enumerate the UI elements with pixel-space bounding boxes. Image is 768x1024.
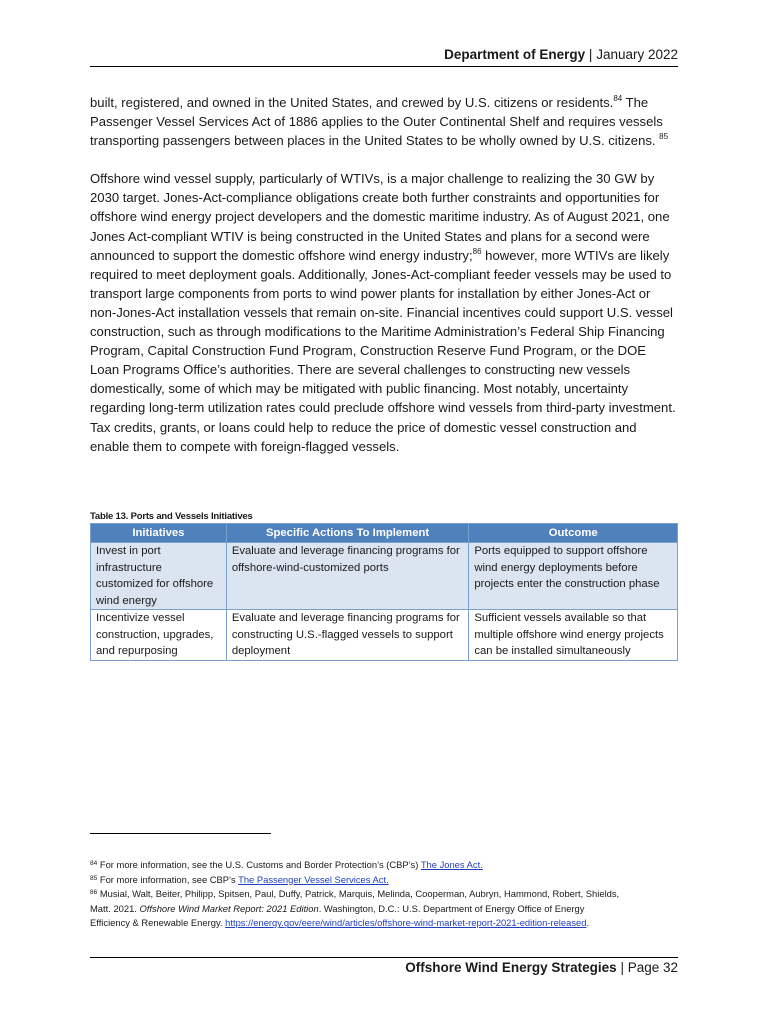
page-footer: [90, 959, 678, 977]
table-cell: Evaluate and leverage financing programs for offshore-wind-customized ports: [226, 543, 469, 610]
report-title: Offshore Wind Market Report: 2021 Edition: [139, 902, 319, 914]
footnote-ref-85[interactable]: 85: [659, 132, 669, 142]
footnote-number: 86: [90, 889, 98, 897]
header-org: Department of Energy: [444, 47, 586, 62]
table-header-actions: Specific Actions To Implement: [226, 524, 469, 543]
footnote-ref-86[interactable]: 86: [472, 246, 482, 256]
footer-rule: [90, 957, 678, 958]
table-cell: Ports equipped to support offshore wind energy deployments before projects enter the construction phase: [469, 543, 678, 610]
paragraph-1: [90, 93, 678, 150]
footnote-text: Musial, Walt, Beiter, Philipp, Spitsen, Paul, Duffy, Patrick, Marquis, Melinda, Cooperman, Aubryn, Hammond, Robert, Shields,: [97, 888, 620, 900]
table-cell: Invest in port infrastructure customized for offshore wind energy: [91, 543, 227, 610]
footnote-number: 84: [90, 860, 98, 867]
body-text: [90, 93, 678, 475]
footnotes: [90, 858, 690, 931]
paragraph-1-text-a: built, registered, and owned in the United States, and crewed by U.S. citizens or residents.: [90, 95, 614, 110]
page-number: Page 32: [627, 960, 678, 975]
footnote-text: Efficiency & Renewable Energy.: [90, 917, 226, 929]
footnote-ref-84[interactable]: 84: [613, 94, 623, 103]
table-header-row: [91, 524, 678, 543]
footnote-text: Matt. 2021.: [90, 902, 140, 914]
footnote-86: [90, 887, 690, 931]
footnote-text: For more information, see CBP’s: [97, 873, 239, 885]
header-date: January 2022: [596, 47, 678, 62]
header-rule: [90, 66, 678, 67]
table-row: [91, 610, 678, 661]
footnote-number: 85: [90, 874, 98, 882]
footer-separator: |: [616, 960, 628, 975]
footnote-text: For more information, see the U.S. Customs and Border Protection’s (CBP’s): [97, 859, 421, 870]
table-cell: Incentivize vessel construction, upgrades, and repurposing: [91, 610, 227, 661]
initiatives-table: [90, 523, 678, 661]
header-separator: |: [585, 47, 597, 62]
passenger-vessel-act-link[interactable]: The Passenger Vessel Services Act.: [238, 873, 389, 885]
footnote-84: [90, 858, 690, 873]
footnote-86-line-3: [90, 916, 690, 931]
table-row: [91, 543, 678, 610]
footnote-85: [90, 873, 690, 888]
market-report-link[interactable]: https://energy.gov/eere/wind/articles/offshore-wind-market-report-2021-edition-released: [225, 917, 587, 929]
table-cell: Sufficient vessels available so that multiple offshore wind energy projects can be installed simultaneously: [469, 610, 678, 661]
footnote-text: .: [586, 917, 590, 929]
footnote-86-line-1: [90, 887, 690, 902]
table-cell: Evaluate and leverage financing programs for constructing U.S.-flagged vessels to support deployment: [226, 610, 469, 661]
table-header-outcome: Outcome: [469, 524, 678, 543]
paragraph-2-text-a: Offshore wind vessel supply, particularly of WTIVs, is a major challenge to realizing the 30 GW by 2030 target. Jones-Act-compliance obligations create both further constraints and opportunities for offshore wind energy project developers and the domestic maritime industry. As of August 2021, one Jones Act-compliant WTIV is being constructed in the United States and plans for a second were announced to support the domestic offshore wind energy industry;: [90, 171, 670, 263]
paragraph-2-text-b: however, more WTIVs are likely required to meet deployment goals. Additionally, Jones-Act-compliant feeder vessels may be used to transport large components from ports to wind power plants for installation by either Jones-Act or non-Jones-Act installation vessels that remain on-site. Financial incentives could support U.S. vessel construction, such as through modifications to the Maritime Administration’s Federal Ship Financing Program, Capital Construction Fund Program, Construction Reserve Fund Program, or the DOE Loan Programs Office’s authorities. There are several challenges to constructing new vessels domestically, some of which may be mitigated with public financing. Most notably, uncertainty regarding long-term utilization rates could preclude offshore wind vessels from third-party investment. Tax credits, grants, or loans could help to reduce the price of domestic vessel construction and enable them to compete with foreign-flagged vessels.: [90, 247, 676, 454]
table-header-initiatives: Initiatives: [91, 524, 227, 543]
footer-title: Offshore Wind Energy Strategies: [405, 960, 617, 975]
footnote-86-line-2: [90, 902, 690, 917]
footnote-rule: [90, 833, 271, 834]
table-caption: Table 13. Ports and Vessels Initiatives: [90, 511, 253, 522]
paragraph-2: [90, 169, 678, 455]
page-header: [90, 46, 678, 64]
paragraph-1-text-b: The Passenger Vessel Services Act of 1886 applies to the Outer Continental Shelf and requires vessels transporting passengers between places in the United States to be wholly owned by U.S. citizens.: [90, 95, 663, 149]
footnote-text: . Washington, D.C.: U.S. Department of Energy Office of Energy: [318, 902, 585, 914]
jones-act-link[interactable]: The Jones Act.: [420, 859, 483, 870]
